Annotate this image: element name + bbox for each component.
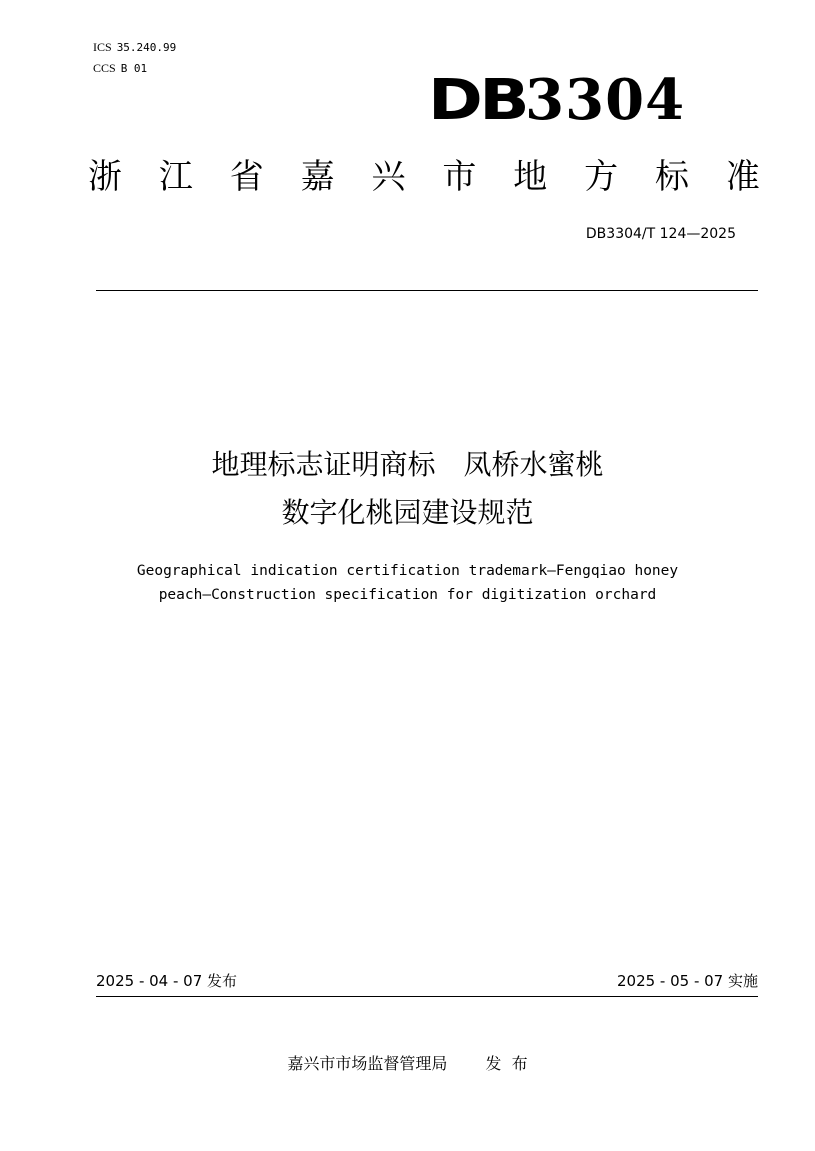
publisher-action: 发 布 — [485, 1054, 528, 1073]
standard-mark-prefix: DB — [428, 68, 527, 133]
ics-classification — [93, 40, 176, 55]
issuing-title-char: 地 — [513, 157, 548, 197]
ccs-classification — [93, 61, 147, 76]
implement-date: 2025 - 05 - 07 实施 — [616, 972, 758, 990]
title-en-line2: peach—Construction specification for digitization orchard — [158, 587, 657, 603]
issuing-title-char: 标 — [655, 157, 689, 197]
title-en-line1: Geographical indication certification trademark—Fengqiao honey — [136, 563, 679, 579]
title-cn-line2: 数字化桃园建设规范 — [281, 496, 534, 529]
issuing-title-char: 省 — [229, 157, 264, 197]
ccs-code: B 01 — [120, 62, 148, 75]
issuing-title-char: 嘉 — [300, 157, 335, 197]
publisher-name: 嘉兴市市场监督管理局 — [287, 1054, 448, 1073]
ics-code: 35.240.99 — [116, 41, 177, 54]
publisher — [0, 1050, 815, 1078]
ics-label: ICS — [93, 40, 112, 54]
standard-mark-code: 3304 — [525, 67, 686, 133]
header-divider — [96, 290, 758, 291]
publish-date: 2025 - 04 - 07 发布 — [96, 972, 238, 990]
issuing-title-char: 准 — [725, 157, 760, 197]
standard-number: DB3304/T 124—2025 — [585, 226, 736, 242]
issuing-title-char: 浙 — [88, 157, 122, 197]
issuing-title-char: 市 — [442, 157, 477, 197]
issuing-title-char: 兴 — [371, 157, 406, 197]
issuing-title — [88, 152, 760, 202]
footer-divider — [96, 996, 758, 997]
title-cn-line1: 地理标志证明商标 凤桥水蜜桃 — [211, 448, 604, 481]
standard-mark — [428, 68, 685, 132]
issuing-title-char: 江 — [158, 157, 193, 197]
ccs-label: CCS — [93, 61, 116, 75]
issuing-title-char: 方 — [584, 157, 619, 197]
